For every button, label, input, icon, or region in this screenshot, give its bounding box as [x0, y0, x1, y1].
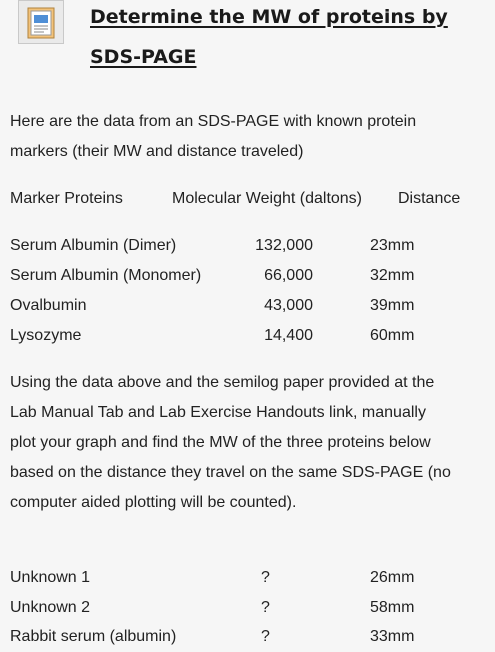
distance: 60mm: [370, 327, 415, 344]
intro-text: [10, 107, 488, 167]
intro-line-2: markers (their MW and distance traveled): [10, 143, 304, 160]
instructions-line: plot your graph and find the MW of the three proteins below: [10, 434, 431, 451]
unknown-mw: ?: [261, 569, 270, 586]
intro-line-1: Here are the data from an SDS-PAGE with known protein: [10, 113, 417, 130]
unknown-name: Unknown 2: [10, 599, 91, 616]
unknown-mw: ?: [261, 628, 270, 645]
unknown-name: Rabbit serum (albumin): [10, 628, 177, 645]
protein-name: Serum Albumin (Dimer): [10, 237, 177, 254]
table-row: [0, 291, 495, 321]
unknown-mw: ?: [261, 599, 270, 616]
unknown-distance: 26mm: [370, 569, 415, 586]
header-marker-proteins: Marker Proteins: [10, 190, 123, 207]
molecular-weight: 132,000: [255, 237, 313, 254]
table-row: [0, 321, 495, 351]
molecular-weight: 14,400: [264, 327, 313, 344]
unknown-row: [0, 622, 495, 652]
distance: 39mm: [370, 297, 415, 314]
header-molecular-weight: Molecular Weight (daltons): [172, 190, 363, 207]
table-header: [0, 184, 495, 214]
unknown-distance: 58mm: [370, 599, 415, 616]
page-title-line-1: Determine the MW of proteins by: [90, 6, 448, 28]
unknown-name: Unknown 1: [10, 569, 91, 586]
molecular-weight: 66,000: [264, 267, 313, 284]
document-icon: [18, 0, 64, 44]
instructions-text: [10, 368, 488, 518]
instructions-line: computer aided plotting will be counted).: [10, 494, 297, 511]
unknown-row: [0, 563, 495, 593]
molecular-weight: 43,000: [264, 297, 313, 314]
instructions-line: Using the data above and the semilog paper provided at the: [10, 374, 435, 391]
unknown-row: [0, 593, 495, 623]
page-title-line-2: SDS-PAGE: [90, 46, 197, 68]
protein-name: Lysozyme: [10, 327, 82, 344]
instructions-line: based on the distance they travel on the same SDS-PAGE (no: [10, 464, 451, 481]
distance: 23mm: [370, 237, 415, 254]
table-row: [0, 261, 495, 291]
header-distance: Distance: [398, 190, 461, 207]
instructions-line: Lab Manual Tab and Lab Exercise Handouts link, manually: [10, 404, 426, 421]
document-icon-graphic: [25, 4, 59, 42]
unknown-distance: 33mm: [370, 628, 415, 645]
distance: 32mm: [370, 267, 415, 284]
protein-name: Ovalbumin: [10, 297, 87, 314]
protein-name: Serum Albumin (Monomer): [10, 267, 202, 284]
table-row: [0, 231, 495, 261]
